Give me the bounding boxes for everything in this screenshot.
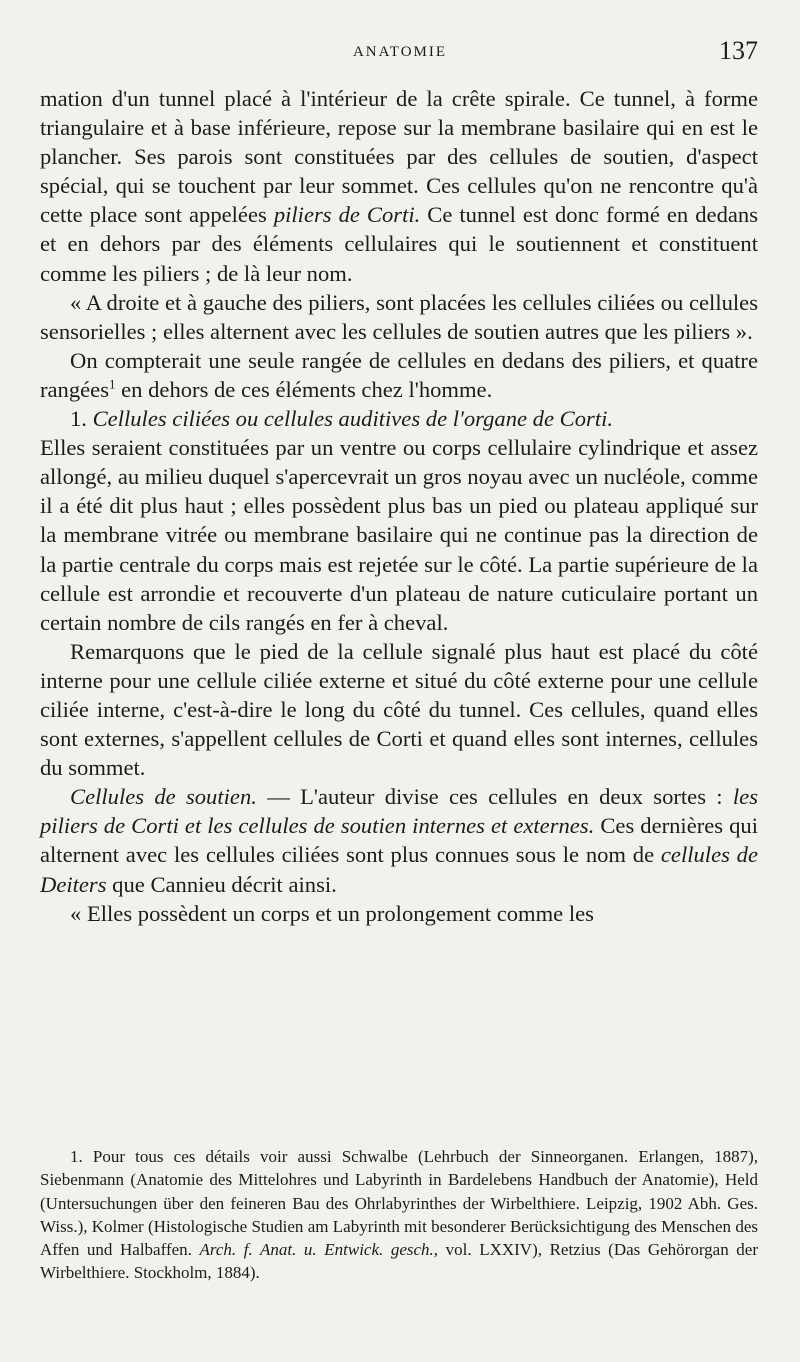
paragraph-6-em: les piliers de Corti et les cellules de soutien internes et externes. — [40, 784, 758, 839]
paragraph-6 — [40, 782, 758, 898]
paragraph-4: Elles seraient constituées par un ventre ou corps cellulaire cylindrique et assez allongé, au milieu duquel s'apercevrait un gros noyau avec un nucléole, comme il a été dit plus haut ; elles possèdent plus bas un pied ou plateau appliqué sur la membrane vitrée ou membrane basilaire qui ne continue pas la direction de la partie centrale du corps mais est rejetée sur le côté. La partie supérieure de la cellule est arrondie et recouverte d'un plateau de nature cuticulaire portant un certain nombre de cils rangés en fer à cheval. — [40, 435, 758, 635]
footnotes — [40, 1145, 758, 1285]
paragraph-5: Remarquons que le pied de la cellule signalé plus haut est placé du côté interne pour une cellule ciliée externe et situé du côté externe pour une cellule ciliée interne, c'est-à-dire le long du côté du tunnel. Ces cellules, quand elles sont externes, s'appellent cellules de Corti et quand elles sont internes, cellules du sommet. — [40, 638, 758, 781]
paragraph-1-end: Ce tunnel est donc formé en dedans et en dehors par des éléments cellulaires qui le soutiennent et constituent comme les piliers ; de là leur nom. — [40, 202, 758, 286]
footnote-1-text: 1. Pour tous ces détails voir aussi Schwalbe (Lehrbuch der Sinneorganen. Erlangen, 1887), Siebenmann (Anatomie des Mittelohres und Labyrinth in Bardelebens Handbuch der Anatomie), Held (Untersuchungen über den feineren Bau des Ohrlabyrinthes der Wirbelthiere. Leipzig, 1902 Abh. Ges. Wiss.), Kolmer (Histologische Studien am Labyrinth mit besonderer Berücksichtigung des Menschen des Affen und Halbaffen. — [40, 1147, 758, 1260]
paragraph-2: « A droite et à gauche des piliers, sont placées les cellules ciliées ou cellules sensorielles ; elles alternent avec les cellules de soutien autres que les piliers ». — [40, 289, 758, 344]
paragraph-3-end: en dehors de ces éléments chez l'homme. — [121, 376, 493, 402]
paragraph-4-heading — [40, 404, 758, 433]
running-head — [0, 36, 800, 70]
paragraph-3 — [40, 346, 758, 404]
paragraph-6-a: — L'auteur divise ces cellules en deux sortes : — [267, 784, 723, 810]
cellules-de-deiters-term: cellules de Deiters — [40, 842, 758, 897]
paragraph-1-text: mation d'un tunnel placé à l'intérieur de la crête spirale. Ce tunnel, à forme triangulaire et à base inférieure, repose sur la membrane basilaire qui en est le plancher. Ses parois sont constituées par des cellules de soutien, d'aspect spécial, qui se touchent par leur sommet. Ces cellules qu'on ne rencontre qu'à cette place sont appelées — [40, 86, 758, 228]
section-title-cellules-ciliees: Cellules ciliées ou cellules auditives de l'organe de Corti. — [92, 406, 614, 432]
footnote-1 — [40, 1145, 758, 1285]
page-number: 137 — [719, 36, 758, 65]
paragraph-6-c: que Cannieu décrit ainsi. — [112, 871, 337, 897]
piliers-de-corti-term: piliers de Corti. — [273, 202, 421, 228]
paragraph-1 — [40, 84, 758, 288]
footnote-marker: 1 — [109, 376, 116, 392]
paragraph-7: « Elles possèdent un corps et un prolongement comme les — [70, 900, 594, 926]
paragraph-3-start: On compterait une seule rangée de cellules en dedans des piliers, et quatre rangées — [40, 347, 758, 402]
footnote-1-journal: Arch. f. Anat. u. Entwick. gesch., — [199, 1240, 439, 1260]
body-text — [40, 84, 758, 928]
footnote-1-end: vol. LXXIV), Retzius (Das Gehörorgan der Wirbelthiere. Stockholm, 1884). — [40, 1240, 759, 1283]
section-number: 1. — [70, 406, 87, 432]
section-title-cellules-de-soutien: Cellules de soutien. — [70, 784, 257, 810]
running-title: ANATOMIE — [352, 44, 448, 60]
paragraph-6-b: Ces dernières qui alternent avec les cellules ciliées sont plus connues sous le nom de — [40, 813, 758, 868]
